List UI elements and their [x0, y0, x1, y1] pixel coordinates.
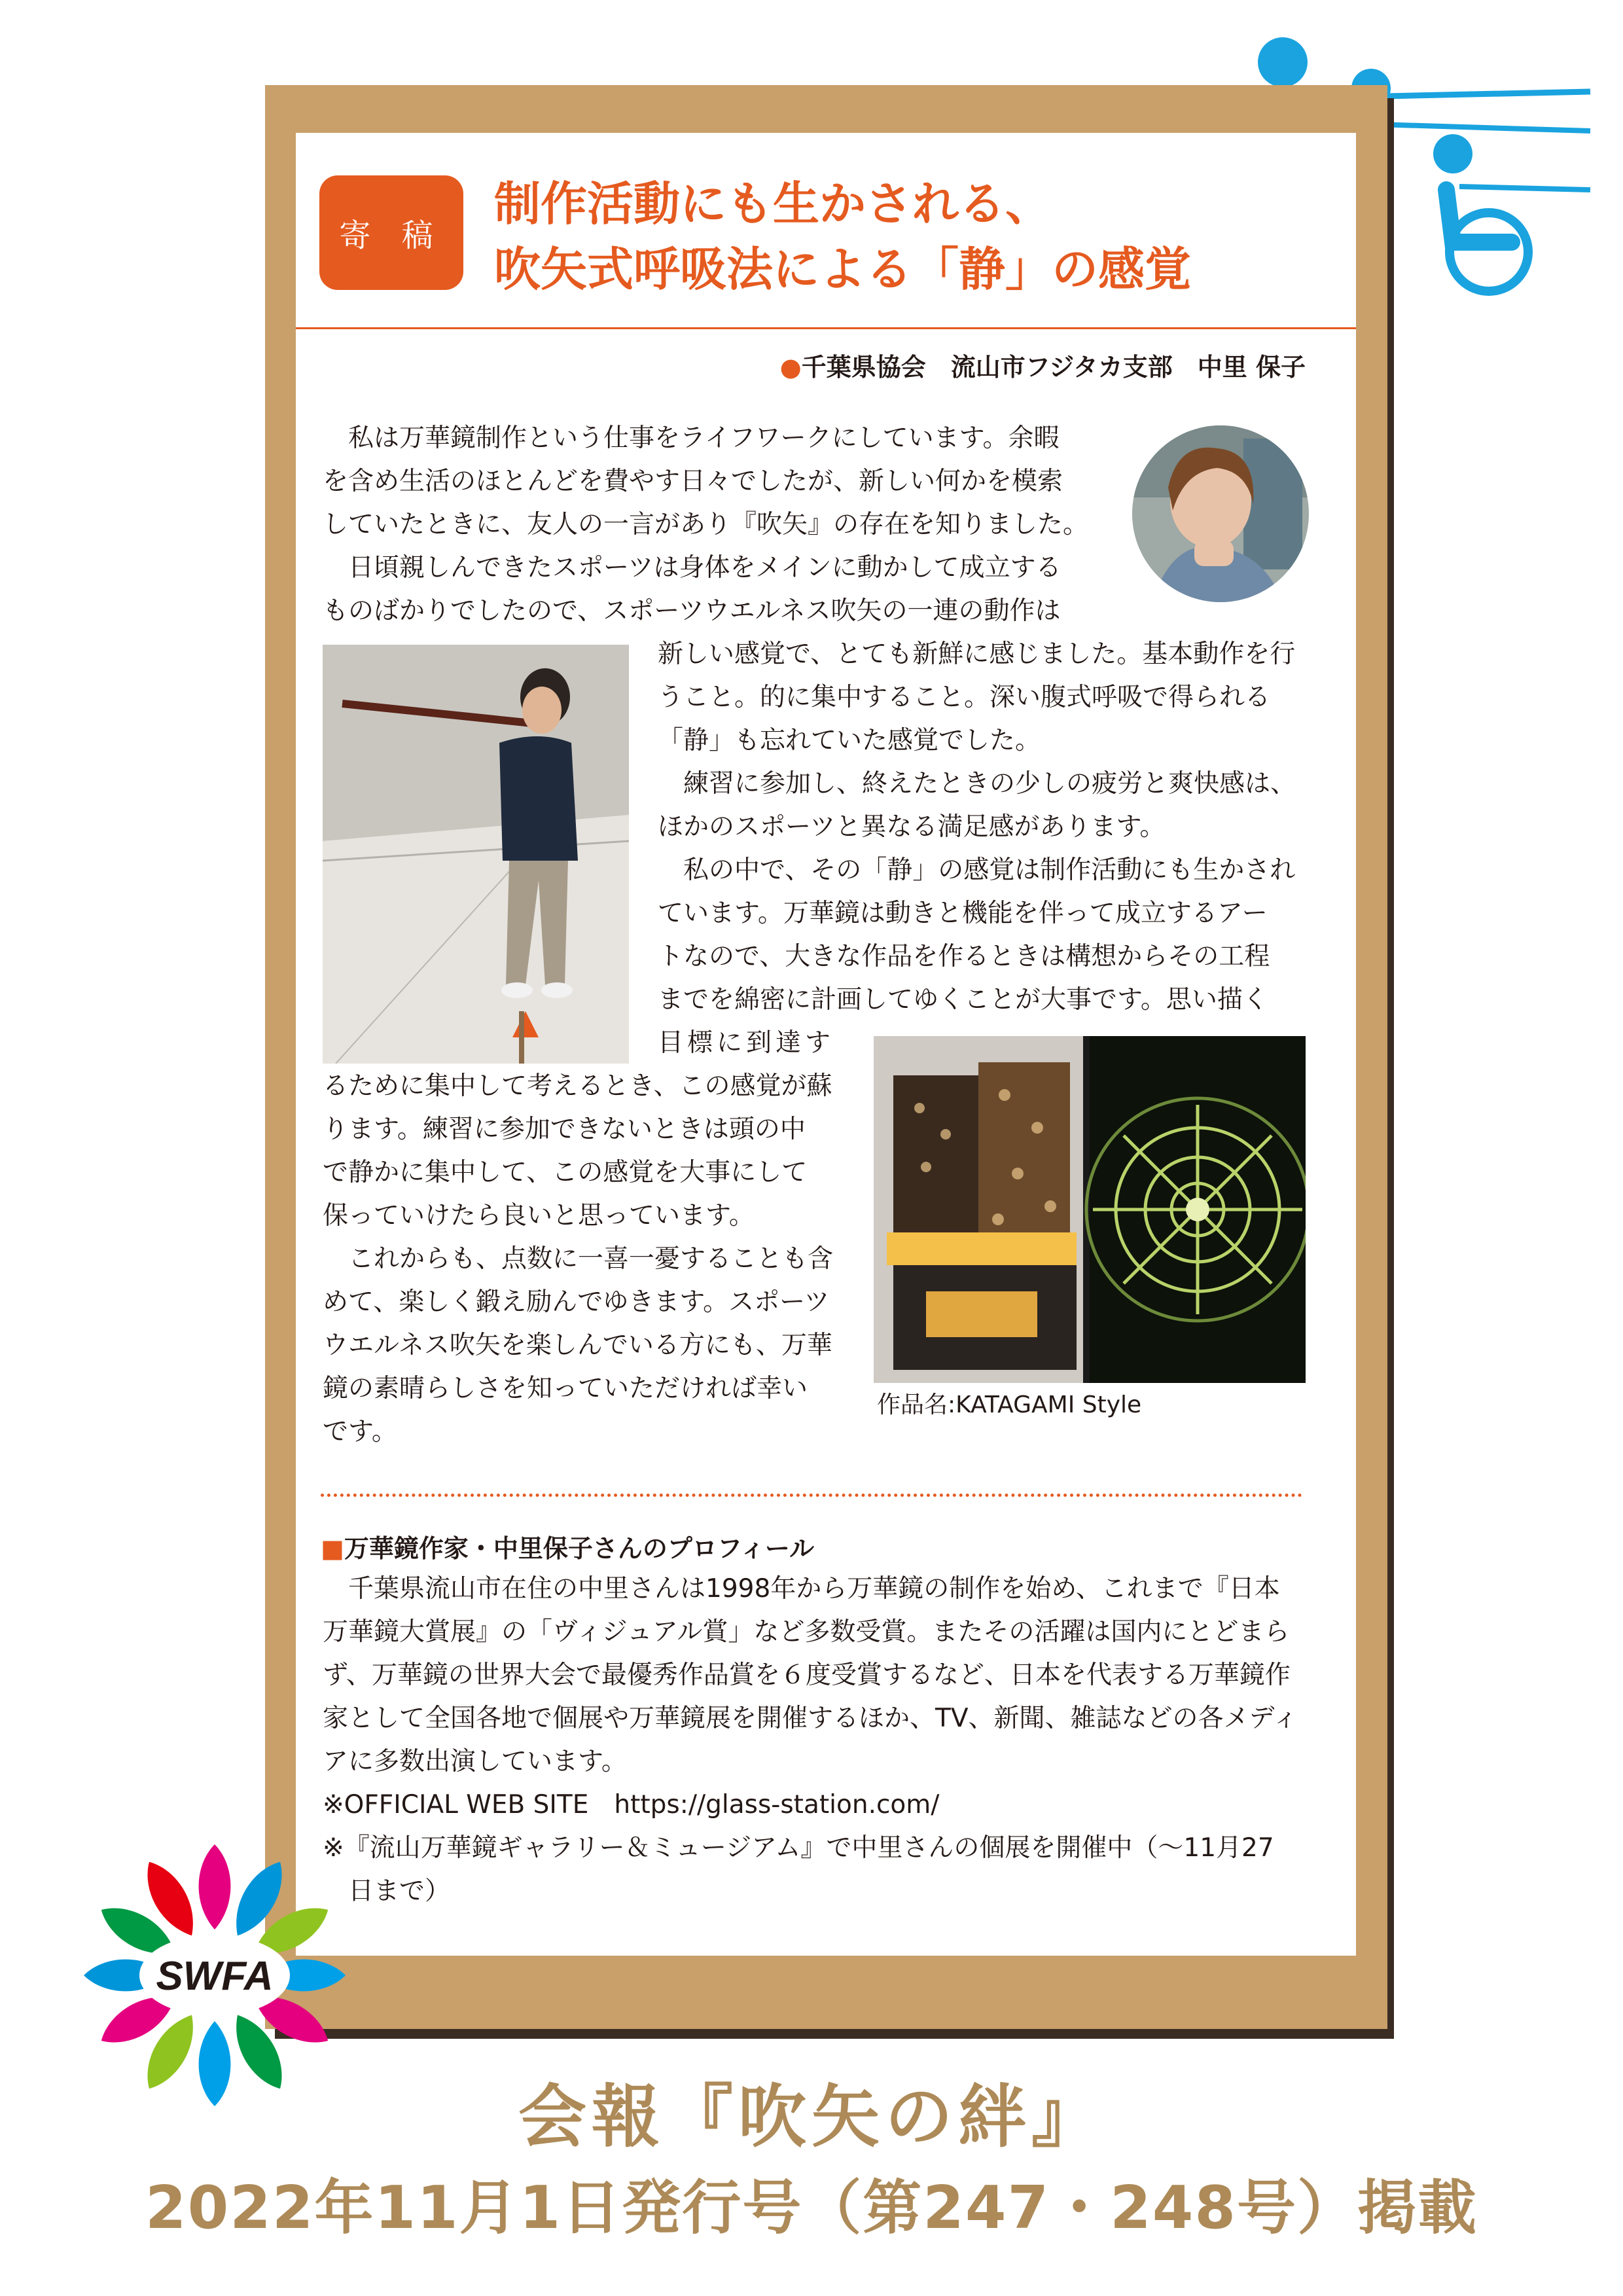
publication-info: 2022年11月1日発行号（第247・248号）掲載 — [145, 2174, 1478, 2242]
body-line: めて、楽しく鍛え励んでゆきます。スポーツ — [323, 1287, 830, 1317]
body-line: るために集中して考えるとき、この感覚が蘇 — [323, 1071, 832, 1101]
byline-text: 千葉県協会 流山市フジタカ支部 中里 保子 — [801, 353, 1306, 382]
title-line-2: 吹矢式呼吸法による「静」の感覚 — [494, 242, 1192, 296]
title-line-1: 制作活動にも生かされる、 — [494, 177, 1052, 231]
section-divider — [321, 1494, 1302, 1497]
profile-heading-marker: ■ — [321, 1534, 344, 1563]
blowgun-practice-photo — [323, 645, 629, 1064]
swfa-logo-text: SWFA — [156, 1954, 274, 1999]
body-line: 目標に到達す — [658, 1028, 835, 1058]
body-line: 私は万華鏡制作という仕事をライフワークにしています。余暇 — [323, 423, 1060, 453]
body-line: 日頃親しんできたスポーツは身体をメインに動かして成立する — [323, 553, 1061, 583]
artwork-caption: 作品名:KATAGAMI Style — [877, 1391, 1142, 1418]
body-line: です。 — [323, 1417, 397, 1446]
body-line: 私の中で、その「静」の感覚は制作活動にも生かされ — [658, 855, 1296, 885]
contribution-tag: 寄 稿 — [319, 175, 463, 290]
body-line: トなので、大きな作品を作るときは構想からその工程 — [658, 942, 1270, 971]
profile-heading-text: 万華鏡作家・中里保子さんのプロフィール — [344, 1534, 815, 1563]
body-line: ものばかりでしたので、スポーツウエルネス吹矢の一連の動作は — [323, 596, 1061, 626]
profile-line: 万華鏡大賞展』の「ヴィジュアル賞」など多数受賞。またその活躍は国内にとどまら — [323, 1617, 1290, 1647]
profile-line: アに多数出演しています。 — [323, 1747, 627, 1776]
title-divider — [296, 327, 1356, 329]
body-line: していたときに、友人の一言があり『吹矢』の存在を知りました。 — [323, 510, 1089, 539]
profile-line: ※『流山万華鏡ギャラリー＆ミュージアム』で中里さんの個展を開催中（～11月27 — [323, 1833, 1274, 1863]
katagami-style-artwork-photo — [874, 1036, 1306, 1383]
body-line: ほかのスポーツと異なる満足感があります。 — [658, 812, 1166, 842]
body-line: を含め生活のほとんどを費やす日々でしたが、新しい何かを模索 — [323, 467, 1063, 496]
profile-heading — [321, 1528, 814, 1564]
body-line: ります。練習に参加できないときは頭の中 — [323, 1115, 806, 1144]
byline-bullet: ● — [779, 353, 802, 382]
body-line: 鏡の素晴らしさを知っていただければ幸い — [323, 1374, 808, 1403]
body-line: ウエルネス吹矢を楽しんでいる方にも、万華 — [323, 1331, 832, 1360]
body-line: 「静」も忘れていた感覚でした。 — [658, 726, 1041, 755]
profile-line: 千葉県流山市在住の中里さんは1998年から万華鏡の制作を始め、これまで『日本 — [323, 1574, 1280, 1604]
author-portrait-photo — [1132, 425, 1309, 602]
body-line: これからも、点数に一喜一憂することも含 — [323, 1244, 834, 1274]
newsletter-title: 会報『吹矢の絆』 — [518, 2077, 1105, 2157]
article-title — [494, 171, 1191, 302]
body-line: ています。万華鏡は動きと機能を伴って成立するアー — [658, 899, 1268, 928]
body-line: うこと。的に集中すること。深い腹式呼吸で得られる — [658, 683, 1271, 712]
profile-line: ず、万華鏡の世界大会で最優秀作品賞を６度受賞するなど、日本を代表する万華鏡作 — [323, 1660, 1291, 1690]
profile-line: 家として全国各地で個展や万華鏡展を開催するほか、TV、新聞、雑誌などの各メディ — [323, 1704, 1298, 1733]
body-line: 新しい感覚で、とても新鮮に感じました。基本動作を行 — [658, 639, 1296, 669]
profile-line: ※OFFICIAL WEB SITE https://glass-station.com/ — [323, 1790, 940, 1820]
profile-line: 日まで） — [323, 1876, 451, 1906]
body-line: 保っていけたら良いと思っています。 — [323, 1201, 755, 1230]
author-byline — [780, 347, 1306, 383]
body-line: で静かに集中して、この感覚を大事にして — [323, 1158, 808, 1187]
body-line: までを綿密に計画してゆくことが大事です。思い描く — [658, 985, 1268, 1014]
body-line: 練習に参加し、終えたときの少しの疲労と爽快感は、 — [658, 769, 1296, 798]
